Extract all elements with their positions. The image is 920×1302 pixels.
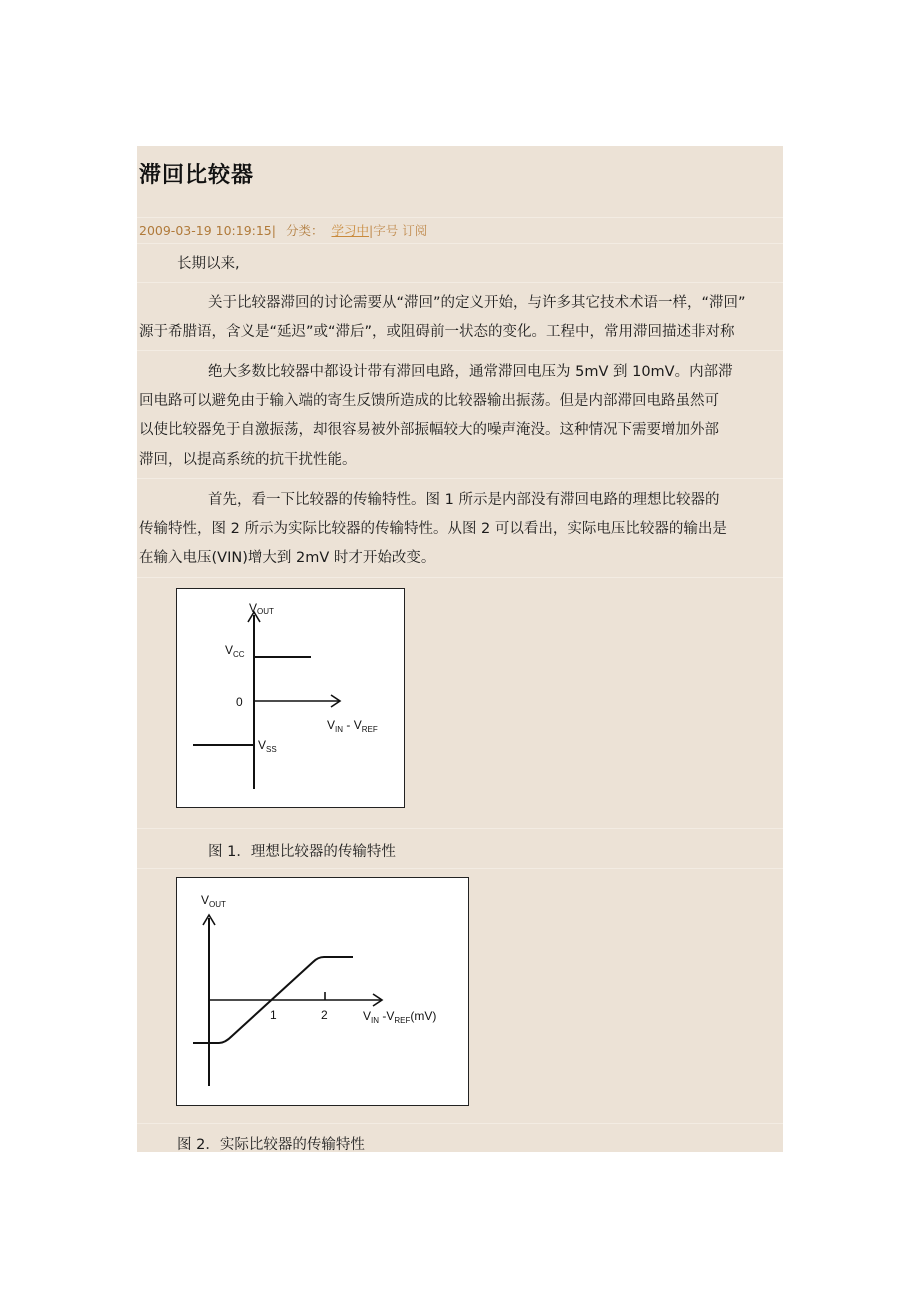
- font-size-link[interactable]: 字号: [373, 223, 399, 238]
- row-divider: [137, 828, 783, 829]
- figure-1-caption: 图 1．理想比较器的传输特性: [208, 844, 396, 860]
- figure-2-diagram: [177, 878, 468, 1105]
- row-divider: [137, 350, 783, 351]
- figure-1-ideal-comparator: [176, 588, 405, 808]
- vout-label: $V_{OUT}$: [201, 893, 226, 909]
- row-divider: [137, 282, 783, 283]
- paragraph-2-line-1: 关于比较器滞回的讨论需要从“滞回”的定义开始，与许多其它技术术语一样，“滞回”: [208, 295, 746, 311]
- vss-label: $V_{SS}$: [258, 738, 277, 754]
- zero-label: 0: [236, 695, 243, 709]
- paragraph-4-line-2: 传输特性，图 2 所示为实际比较器的传输特性。从图 2 可以看出，实际电压比较器的输出是: [139, 521, 727, 537]
- x-tick-1-label: 1: [270, 1008, 277, 1022]
- row-divider: [137, 868, 783, 869]
- page-title: 滞回比较器: [139, 163, 255, 188]
- paragraph-3-line-1: 绝大多数比较器中都设计带有滞回电路，通常滞回电压为 5mV 到 10mV。内部滞: [208, 364, 733, 380]
- paragraph-2-line-2: 源于希腊语，含义是“延迟”或“滞后”，或阻碍前一状态的变化。工程中，常用滞回描述非对称: [139, 324, 735, 340]
- paragraph-4-line-3: 在输入电压(VIN)增大到 2mV 时才开始改变。: [139, 550, 436, 566]
- vcc-label: $V_{CC}$: [225, 643, 245, 659]
- paragraph-4-line-1: 首先，看一下比较器的传输特性。图 1 所示是内部没有滞回电路的理想比较器的: [208, 492, 720, 508]
- category-label: 分类：: [285, 223, 324, 238]
- meta-separator: |: [368, 223, 374, 238]
- paragraph-1: 长期以来,: [177, 256, 240, 272]
- subscribe-link[interactable]: 订阅: [402, 223, 428, 238]
- paragraph-3-line-2: 回电路可以避免由于输入端的寄生反馈所造成的比较器输出振荡。但是内部滞回电路虽然可: [139, 393, 719, 409]
- paragraph-3-line-4: 滞回，以提高系统的抗干扰性能。: [139, 452, 357, 468]
- row-divider: [137, 217, 783, 218]
- row-divider: [137, 1123, 783, 1124]
- figure-2-actual-comparator: [176, 877, 469, 1106]
- post-timestamp: 2009-03-19 10:19:15|: [139, 223, 276, 238]
- x-tick-2-label: 2: [321, 1008, 328, 1022]
- category-link[interactable]: 学习中: [331, 223, 369, 238]
- figure-2-caption: 图 2．实际比较器的传输特性: [177, 1137, 365, 1153]
- paragraph-3-line-3: 以使比较器免于自激振荡，却很容易被外部振幅较大的噪声淹没。这种情况下需要增加外部: [139, 422, 719, 438]
- row-divider: [137, 577, 783, 578]
- figure-1-diagram: [177, 589, 404, 807]
- x-axis-label: $V_{IN}$ $-V_{REF}(mV)$: [363, 1009, 437, 1025]
- post-meta: [139, 221, 427, 239]
- vout-label: VOUT: [249, 601, 274, 616]
- row-divider: [137, 243, 783, 244]
- row-divider: [137, 478, 783, 479]
- x-axis-label: $V_{IN} - V_{REF}$: [327, 718, 378, 734]
